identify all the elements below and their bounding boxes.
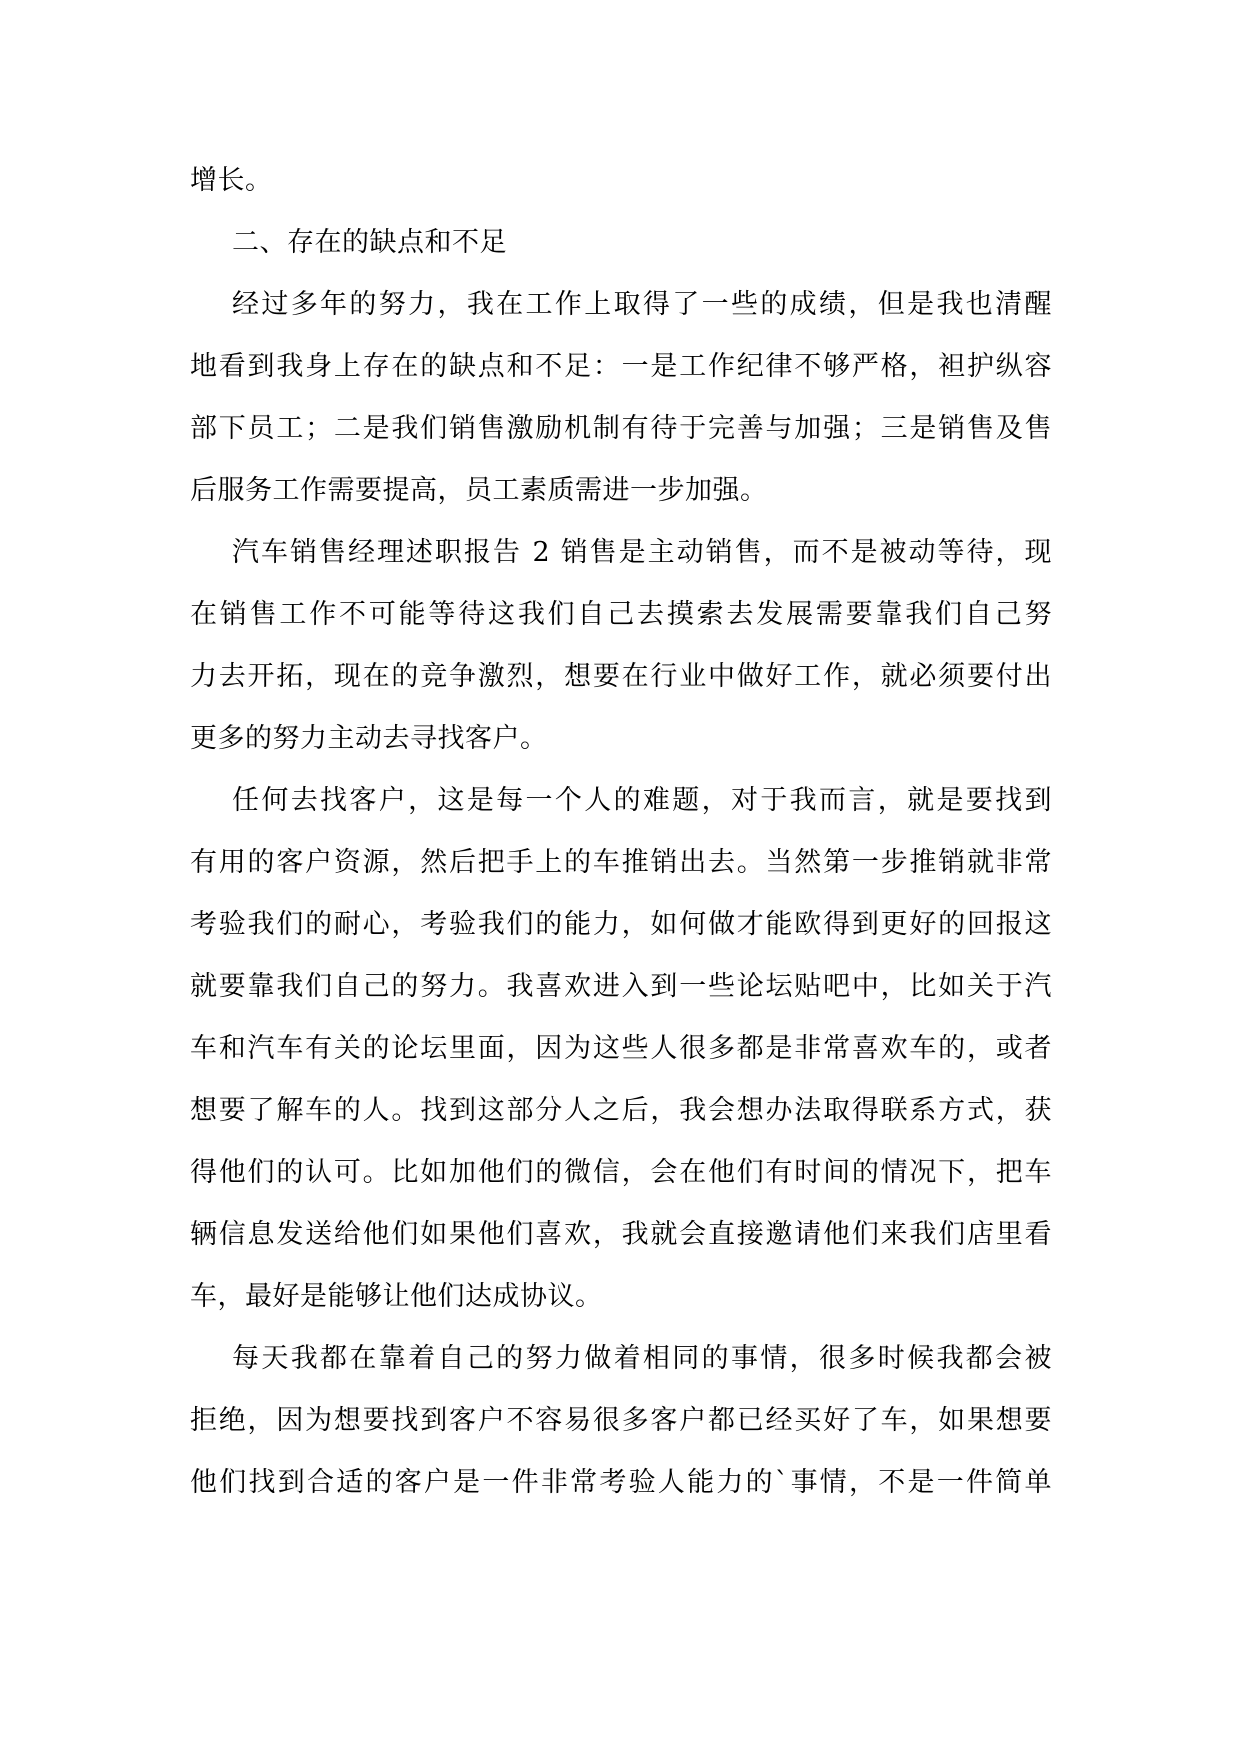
paragraph-every-day (190, 1328, 1052, 1514)
paragraph-shortcomings (190, 274, 1052, 522)
text-line: 汽车销售经理述职报告 2 销售是主动销售，而不是被动等待，现 (232, 537, 1052, 568)
text-line: 拒绝，因为想要找到客户不容易很多客户都已经买好了车，如果想要 (190, 1405, 1052, 1436)
text-line: 车，最好是能够让他们达成协议。 (190, 1281, 603, 1312)
document-body (190, 150, 1052, 1514)
text-line: 考验我们的耐心，考验我们的能力，如何做才能欧得到更好的回报这 (190, 909, 1052, 940)
text-line: 辆信息发送给他们如果他们喜欢，我就会直接邀请他们来我们店里看 (190, 1219, 1052, 1250)
section-heading-shortcomings (190, 212, 1052, 274)
paragraph-find-customers (190, 770, 1052, 1328)
text-line: 任何去找客户，这是每一个人的难题，对于我而言，就是要找到 (232, 785, 1052, 816)
text-line: 每天我都在靠着自己的努力做着相同的事情，很多时候我都会被 (232, 1343, 1052, 1374)
text-line: 他们找到合适的客户是一件非常考验人能力的`事情，不是一件简单 (190, 1467, 1052, 1498)
text-line: 后服务工作需要提高，员工素质需进一步加强。 (190, 475, 768, 506)
text-line: 在销售工作不可能等待这我们自己去摸索去发展需要靠我们自己努 (190, 599, 1052, 630)
heading-line: 二、存在的缺点和不足 (232, 227, 507, 258)
paragraph-growth-end (190, 150, 1052, 212)
text-line: 车和汽车有关的论坛里面，因为这些人很多都是非常喜欢车的，或者 (190, 1033, 1052, 1064)
text-line: 地看到我身上存在的缺点和不足：一是工作纪律不够严格，袒护纵容 (190, 351, 1052, 382)
text-line: 有用的客户资源，然后把手上的车推销出去。当然第一步推销就非常 (190, 847, 1052, 878)
text-line: 力去开拓，现在的竞争激烈，想要在行业中做好工作，就必须要付出 (190, 661, 1052, 692)
text-line: 就要靠我们自己的努力。我喜欢进入到一些论坛贴吧中，比如关于汽 (190, 971, 1052, 1002)
text-line: 想要了解车的人。找到这部分人之后，我会想办法取得联系方式，获 (190, 1095, 1052, 1126)
text-line: 得他们的认可。比如加他们的微信，会在他们有时间的情况下，把车 (190, 1157, 1052, 1188)
text-line: 部下员工；二是我们销售激励机制有待于完善与加强；三是销售及售 (190, 413, 1052, 444)
text-line: 更多的努力主动去寻找客户。 (190, 723, 548, 754)
text-line: 经过多年的努力，我在工作上取得了一些的成绩，但是我也清醒 (232, 289, 1052, 320)
text-line: 增长。 (190, 165, 273, 196)
paragraph-report-2 (190, 522, 1052, 770)
